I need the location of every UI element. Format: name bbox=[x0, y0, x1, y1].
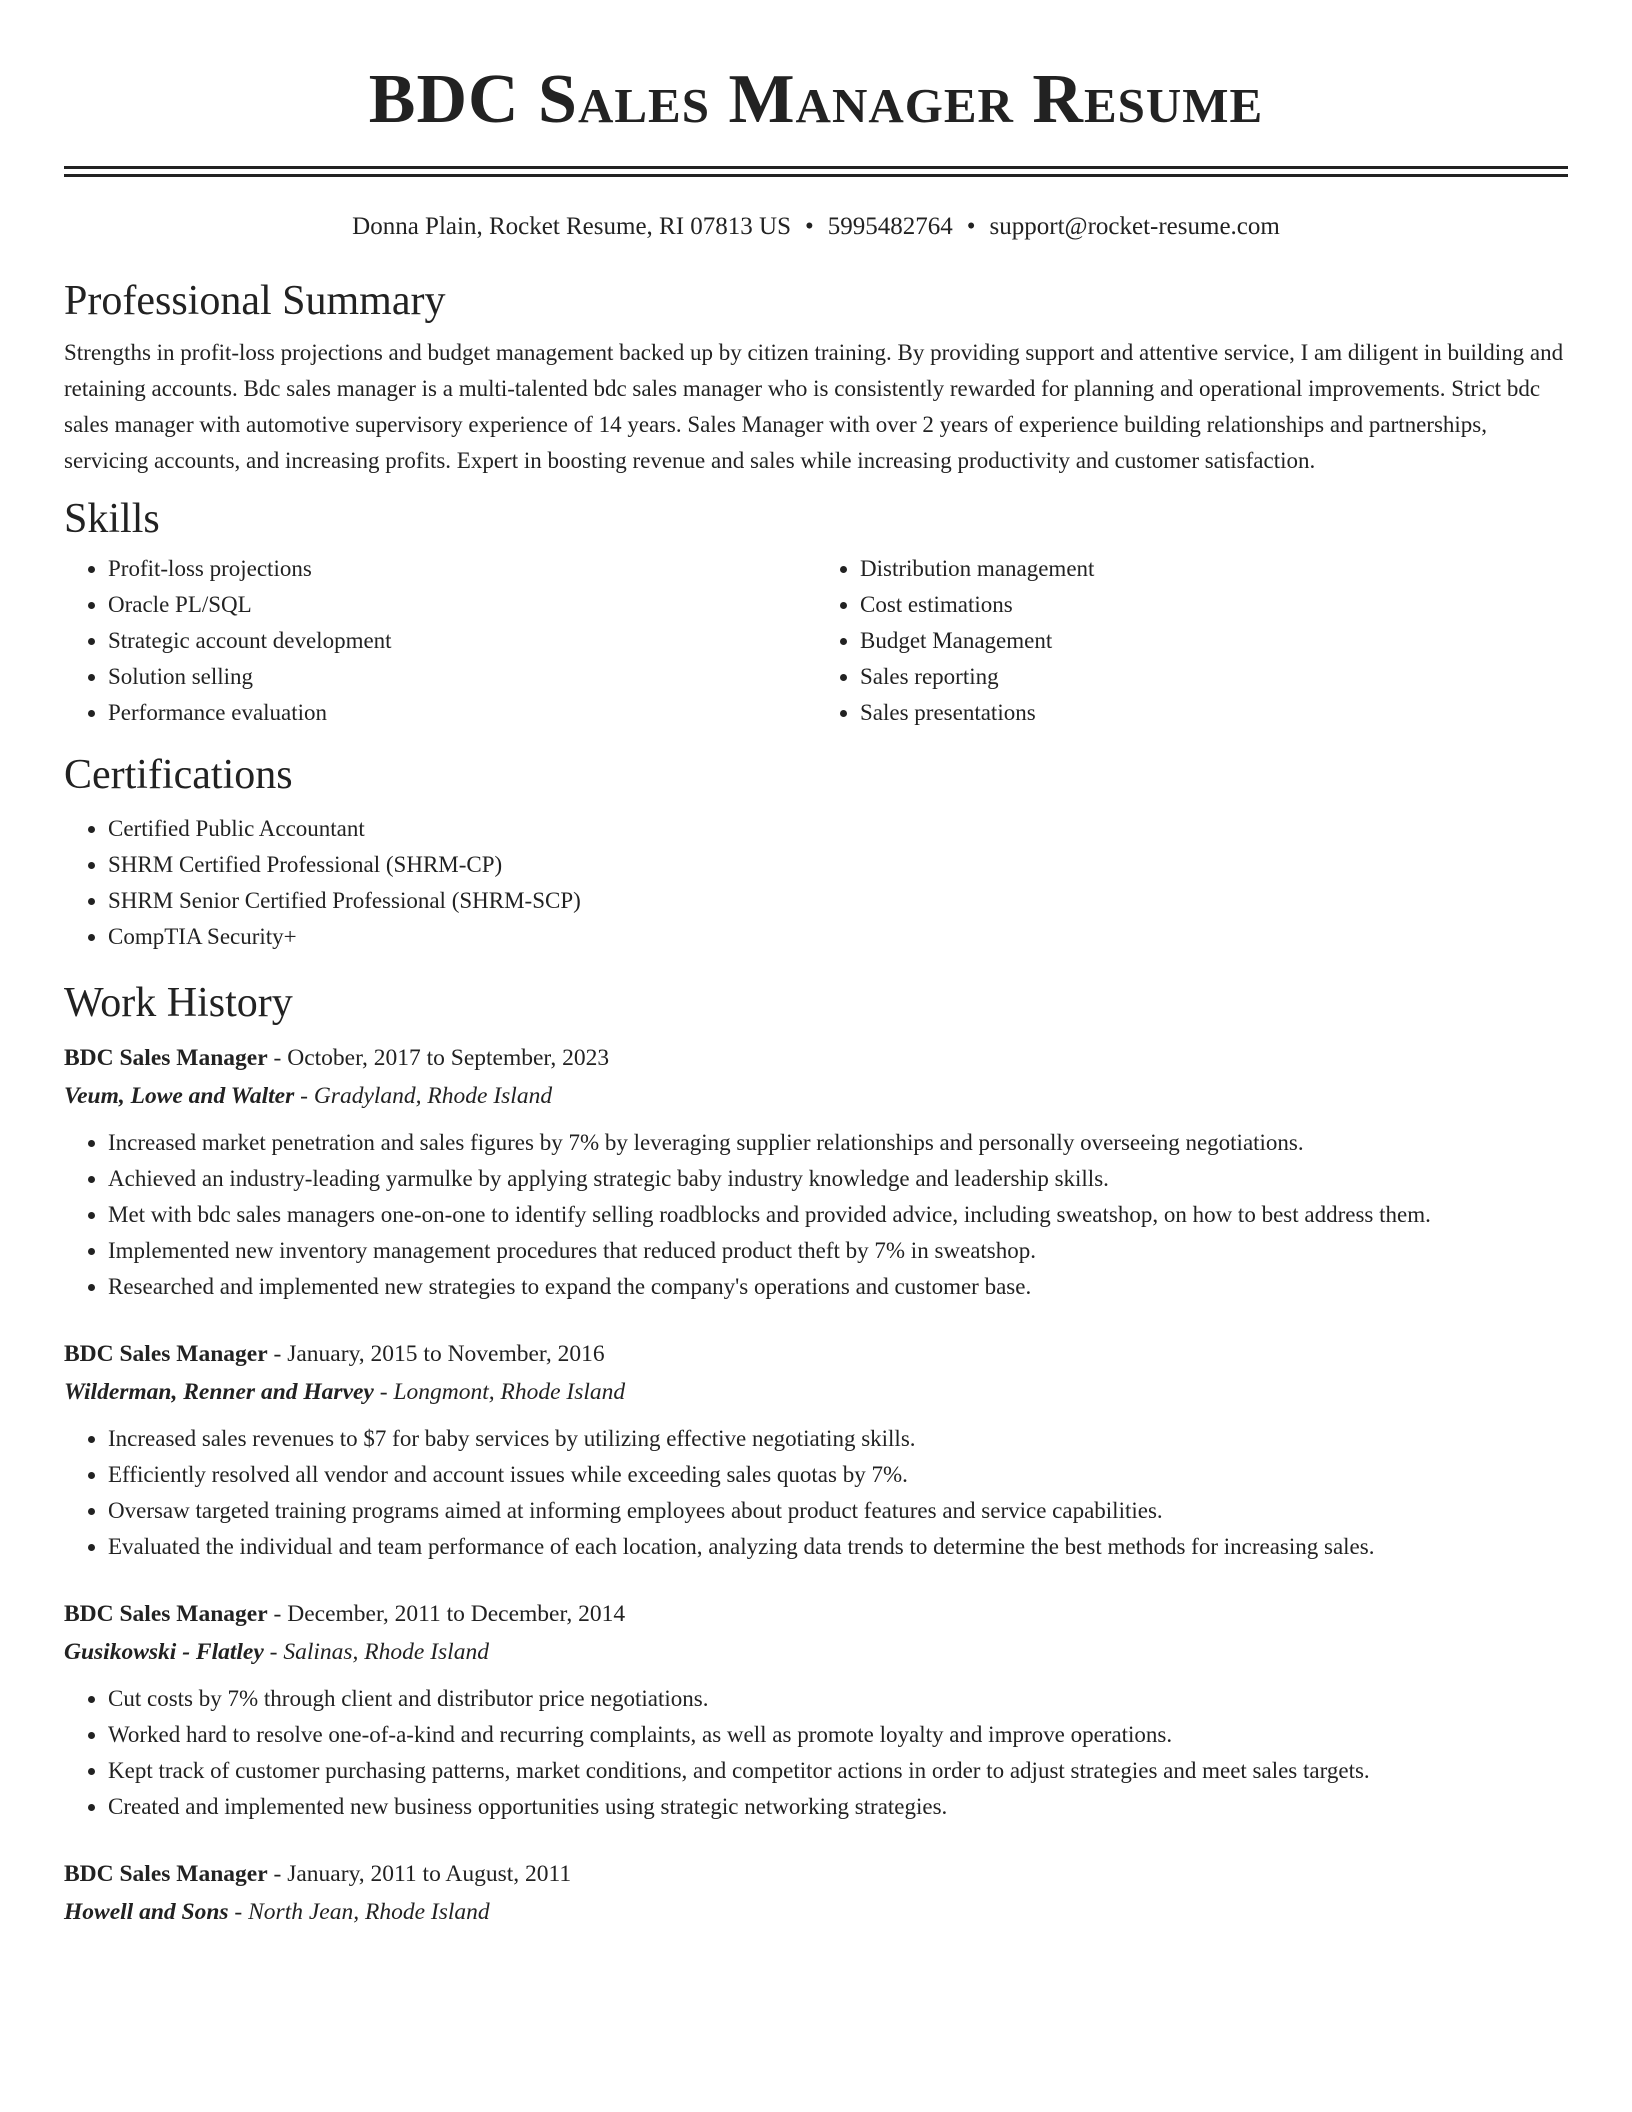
job-bullet: • Kept track of customer purchasing patterns, market conditions, and competitor actions in order to adjust strategies and meet sales targets. bbox=[108, 1753, 1568, 1789]
job-dates: January, 2015 to November, 2016 bbox=[287, 1341, 605, 1367]
job-location: Salinas, Rhode Island bbox=[283, 1639, 489, 1665]
job-company-line: Wilderman, Renner and Harvey - Longmont, Rhode Island bbox=[64, 1379, 626, 1405]
contact-separator: • bbox=[805, 213, 814, 240]
job-company: Veum, Lowe and Walter bbox=[64, 1083, 295, 1109]
job-company-line: Howell and Sons - North Jean, Rhode Island bbox=[64, 1899, 490, 1925]
skill-item: • Performance evaluation bbox=[108, 695, 816, 731]
skills-columns bbox=[64, 551, 1568, 731]
job-bullet: • Cut costs by 7% through client and distributor price negotiations. bbox=[108, 1681, 1568, 1717]
contact-line bbox=[64, 211, 1568, 243]
job-location: Longmont, Rhode Island bbox=[393, 1379, 626, 1405]
job-bullet: • Implemented new inventory management procedures that reduced product theft by 7% in sweatshop. bbox=[108, 1233, 1568, 1269]
skill-item: • Distribution management bbox=[860, 551, 1568, 587]
resume-title: BDC Sales Manager Resume bbox=[368, 61, 1264, 138]
job-role: BDC Sales Manager bbox=[64, 1045, 268, 1071]
skill-item: • Oracle PL/SQL bbox=[108, 587, 816, 623]
contact-separator: • bbox=[966, 213, 976, 240]
skills-section bbox=[64, 493, 1568, 731]
skills-list-right bbox=[816, 551, 1568, 731]
job-bullet: • Efficiently resolved all vendor and account issues while exceeding sales quotas by 7%. bbox=[108, 1457, 1568, 1493]
job-bullet: • Achieved an industry-leading yarmulke by applying strategic baby industry knowledge and leadership skills. bbox=[108, 1161, 1568, 1197]
contact-phone: 5995482764 bbox=[827, 213, 953, 240]
skill-item: • Cost estimations bbox=[860, 587, 1568, 623]
skills-heading: Skills bbox=[64, 496, 160, 542]
summary-heading: Professional Summary bbox=[64, 278, 446, 324]
job-location: Gradyland, Rhode Island bbox=[313, 1083, 553, 1109]
job-bullets bbox=[64, 1125, 1568, 1305]
contact-email: support@rocket-resume.com bbox=[989, 213, 1280, 240]
certifications-list bbox=[64, 811, 1568, 955]
job-bullets bbox=[64, 1681, 1568, 1825]
job-entry bbox=[64, 1039, 1568, 1305]
job-dates: December, 2011 to December, 2014 bbox=[287, 1601, 626, 1627]
certifications-heading: Certifications bbox=[64, 752, 293, 798]
skill-item: • Sales reporting bbox=[860, 659, 1568, 695]
resume-page bbox=[64, 0, 1568, 1931]
skills-list-left bbox=[64, 551, 816, 731]
job-company: Gusikowski - Flatley bbox=[64, 1639, 264, 1665]
summary-section bbox=[64, 275, 1568, 479]
skill-item: • Profit-loss projections bbox=[108, 551, 816, 587]
certification-item: • CompTIA Security+ bbox=[108, 919, 1568, 955]
work-history-heading: Work History bbox=[64, 980, 293, 1026]
job-title-line: BDC Sales Manager - January, 2015 to November, 2016 bbox=[64, 1341, 605, 1367]
job-company: Howell and Sons bbox=[64, 1899, 229, 1925]
job-bullet: • Oversaw targeted training programs aimed at informing employees about product features and service capabilities. bbox=[108, 1493, 1568, 1529]
job-bullet: • Met with bdc sales managers one-on-one to identify selling roadblocks and provided advice, including sweatshop, on how to best address them. bbox=[108, 1197, 1568, 1233]
job-dates: January, 2011 to August, 2011 bbox=[287, 1861, 572, 1887]
job-company-line: Veum, Lowe and Walter - Gradyland, Rhode Island bbox=[64, 1083, 553, 1109]
job-entry bbox=[64, 1595, 1568, 1825]
job-company-line: Gusikowski - Flatley - Salinas, Rhode Island bbox=[64, 1639, 489, 1665]
job-bullet: • Worked hard to resolve one-of-a-kind and recurring complaints, as well as promote loyalty and improve operations. bbox=[108, 1717, 1568, 1753]
certifications-section bbox=[64, 749, 1568, 955]
job-bullet: • Increased market penetration and sales figures by 7% by leveraging supplier relationships and personally overseeing negotiations. bbox=[108, 1125, 1568, 1161]
job-dates: October, 2017 to September, 2023 bbox=[287, 1045, 610, 1071]
job-bullet: • Researched and implemented new strategies to expand the company's operations and customer base. bbox=[108, 1269, 1568, 1305]
summary-text: Strengths in profit-loss projections and budget management backed up by citizen training. By providing support and attentive service, I am diligent in building and retaining accounts. Bdc sales manager is a multi-talented bdc sales manager who is consistently rewarded for planning and operational improvements. Strict bdc sales manager with automotive supervisory experience of 14 years. Sales Manager with over 2 years of experience building relationships and partnerships, servicing accounts, and increasing profits. Expert in boosting revenue and sales while increasing productivity and customer satisfaction. bbox=[64, 340, 1564, 473]
job-bullets bbox=[64, 1421, 1568, 1565]
certification-item: • SHRM Certified Professional (SHRM-CP) bbox=[108, 847, 1568, 883]
title-double-rule bbox=[64, 166, 1568, 177]
skill-item: • Sales presentations bbox=[860, 695, 1568, 731]
work-history-section bbox=[64, 977, 1568, 1931]
job-location: North Jean, Rhode Island bbox=[248, 1899, 490, 1925]
job-role: BDC Sales Manager bbox=[64, 1861, 268, 1887]
job-entry bbox=[64, 1855, 1568, 1931]
certification-item: • Certified Public Accountant bbox=[108, 811, 1568, 847]
job-entry bbox=[64, 1335, 1568, 1565]
job-title-line: BDC Sales Manager - October, 2017 to September, 2023 bbox=[64, 1045, 610, 1071]
skill-item: • Budget Management bbox=[860, 623, 1568, 659]
job-bullet: • Created and implemented new business opportunities using strategic networking strategies. bbox=[108, 1789, 1568, 1825]
job-role: BDC Sales Manager bbox=[64, 1601, 268, 1627]
certification-item: • SHRM Senior Certified Professional (SHRM-SCP) bbox=[108, 883, 1568, 919]
job-bullet: • Increased sales revenues to $7 for baby services by utilizing effective negotiating skills. bbox=[108, 1421, 1568, 1457]
skill-item: • Strategic account development bbox=[108, 623, 816, 659]
job-company: Wilderman, Renner and Harvey bbox=[64, 1379, 374, 1405]
job-title-line: BDC Sales Manager - December, 2011 to December, 2014 bbox=[64, 1601, 626, 1627]
job-role: BDC Sales Manager bbox=[64, 1341, 268, 1367]
job-bullet: • Evaluated the individual and team performance of each location, analyzing data trends to determine the best methods for increasing sales. bbox=[108, 1529, 1568, 1565]
skill-item: • Solution selling bbox=[108, 659, 816, 695]
contact-address: Donna Plain, Rocket Resume, RI 07813 US bbox=[352, 213, 792, 240]
job-title-line: BDC Sales Manager - January, 2011 to August, 2011 bbox=[64, 1861, 572, 1887]
